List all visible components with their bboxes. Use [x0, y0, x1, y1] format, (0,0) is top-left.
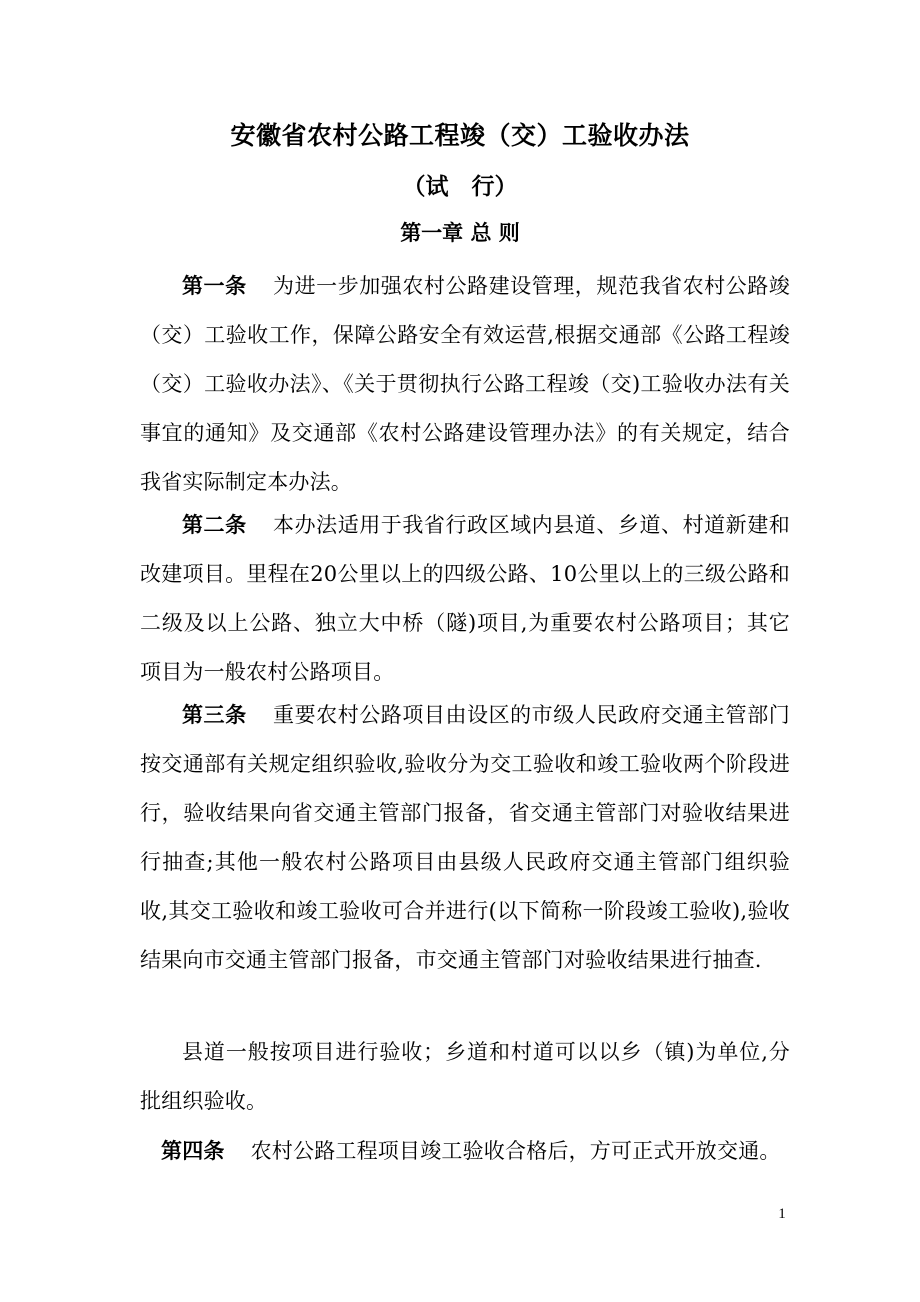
article-3 — [140, 690, 790, 985]
article-4-label: 第四条 — [161, 1138, 225, 1163]
article-1-text: 为进一步加强农村公路建设管理，规范我省农村公路竣（交）工验收工作，保障公路安全有效运营,根据交通部《公路工程竣（交）工验收办法》、《关于贯彻执行公路工程竣（交)工验收办法有关事宜的通知》及交通部《农村公路建设管理办法》的有关规定，结合我省实际制定本办法。 — [140, 274, 790, 494]
article-4-text: 农村公路工程项目竣工验收合格后，方可正式开放交通。 — [250, 1139, 781, 1163]
article-1-label: 第一条 — [182, 273, 247, 298]
document-title: 安徽省农村公路工程竣（交）工验收办法 — [230, 121, 690, 150]
article-3-extra-paragraph: 县道一般按项目进行验收；乡道和村道可以以乡（镇)为单位,分批组织验收。 — [140, 1040, 790, 1113]
article-3-label: 第三条 — [182, 702, 247, 727]
article-2-label: 第二条 — [182, 512, 247, 537]
document-subtitle: （试 行） — [402, 173, 518, 200]
article-1 — [140, 261, 790, 507]
article-4 — [161, 1126, 801, 1176]
chapter-heading: 第一章 总 则 — [400, 220, 520, 245]
article-2-text: 本办法适用于我省行政区域内县道、乡道、村道新建和改建项目。里程在20公里以上的四级公路、10公里以上的三级公路和二级及以上公路、独立大中桥（隧)项目,为重要农村公路项目；其它项目为一般农村公路项目。 — [140, 513, 790, 684]
article-2 — [140, 500, 790, 697]
article-3-text: 重要农村公路项目由设区的市级人民政府交通主管部门按交通部有关规定组织验收,验收分为交工验收和竣工验收两个阶段进行，验收结果向省交通主管部门报备，省交通主管部门对验收结果进行抽查;其他一般农村公路项目由县级人民政府交通主管部门组织验收,其交工验收和竣工验收可合并进行(以下简称一阶段竣工验收),验收结果向市交通主管部门报备，市交通主管部门对验收结果进行抽查. — [140, 703, 790, 972]
page-number: 1 — [778, 1206, 786, 1222]
